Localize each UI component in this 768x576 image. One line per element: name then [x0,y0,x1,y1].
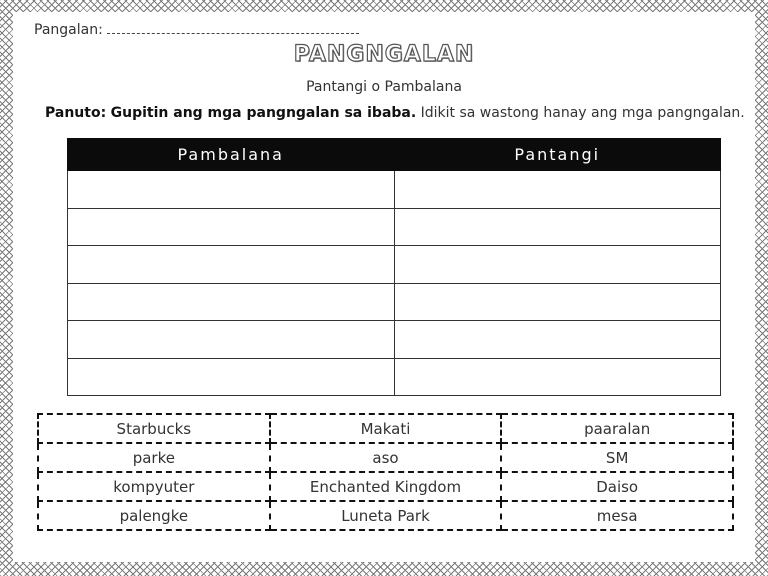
name-field [34,21,359,38]
cutout-word-card[interactable]: kompyuter [38,472,270,501]
pambalana-cell[interactable] [68,283,395,321]
table-row [68,171,721,209]
cutout-word-card[interactable]: Luneta Park [270,501,502,530]
sorting-table-header-row [68,139,721,171]
table-row [68,321,721,359]
pantangi-cell[interactable] [394,246,721,284]
pambalana-cell[interactable] [68,208,395,246]
instructions [45,105,745,121]
column-header-pambalana: Pambalana [68,139,395,171]
column-header-pantangi: Pantangi [394,139,721,171]
cutout-row [38,443,733,472]
worksheet-subtitle: Pantangi o Pambalana [306,79,462,95]
table-row [68,358,721,396]
cutout-word-grid [37,413,734,531]
instructions-bold-text: Gupitin ang mga pangngalan sa ibaba. [110,105,417,121]
pambalana-cell[interactable] [68,358,395,396]
cutout-word-card[interactable]: mesa [501,501,733,530]
cutout-word-card[interactable]: aso [270,443,502,472]
pantangi-cell[interactable] [394,358,721,396]
cutout-row [38,414,733,443]
pantangi-cell[interactable] [394,208,721,246]
table-row [68,283,721,321]
sorting-table [67,138,721,396]
cutout-word-card[interactable]: parke [38,443,270,472]
instructions-text: Idikit sa wastong hanay ang mga pangngalan. [420,105,745,121]
cutout-row [38,472,733,501]
pantangi-cell[interactable] [394,171,721,209]
cutout-word-card[interactable]: Enchanted Kingdom [270,472,502,501]
pambalana-cell[interactable] [68,171,395,209]
cutout-word-card[interactable]: palengke [38,501,270,530]
pambalana-cell[interactable] [68,246,395,284]
pantangi-cell[interactable] [394,321,721,359]
instructions-label: Panuto: [45,105,107,121]
cutout-word-card[interactable]: Makati [270,414,502,443]
pantangi-cell[interactable] [394,283,721,321]
table-row [68,208,721,246]
name-label: Pangalan: [34,22,103,38]
pambalana-cell[interactable] [68,321,395,359]
worksheet-page [13,12,755,562]
cutout-word-card[interactable]: Daiso [501,472,733,501]
table-row [68,246,721,284]
cutout-word-card[interactable]: SM [501,443,733,472]
cutout-word-card[interactable]: Starbucks [38,414,270,443]
cutout-word-card[interactable]: paaralan [501,414,733,443]
name-blank-line[interactable] [107,21,359,34]
cutout-row [38,501,733,530]
worksheet-title: PANGNGALAN [293,42,475,67]
